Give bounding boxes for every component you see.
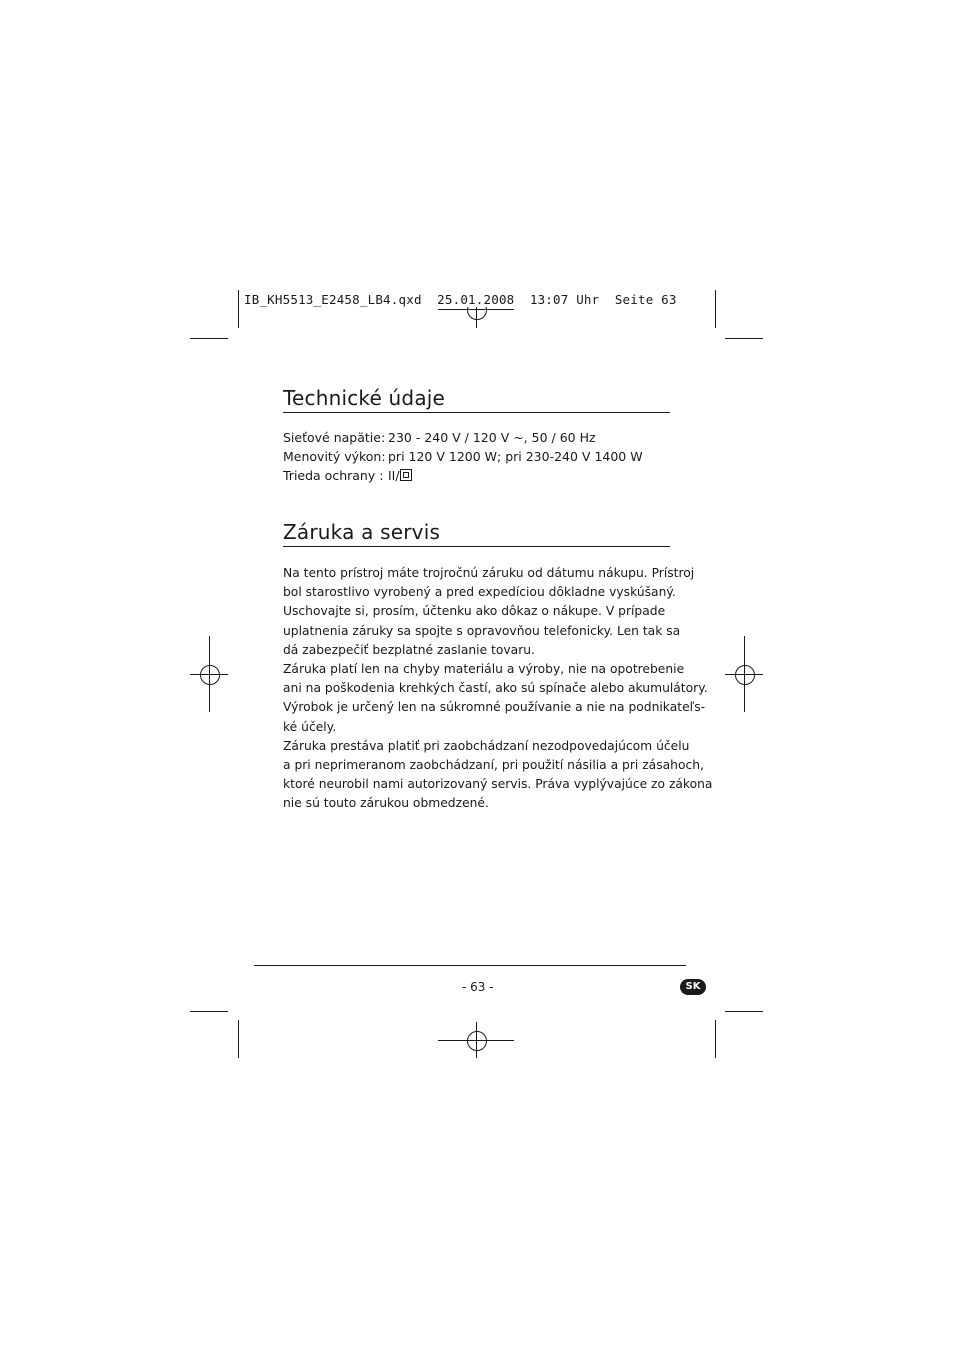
slug-line: IB_KH5513_E2458_LB4.qxd 25.01.2008 13:07 Uhr Seite 63 (244, 292, 677, 307)
spec-value: II/ (388, 468, 400, 483)
text-line: ani na poškodenia krehkých častí, ako sú spínače alebo akumulátory. (283, 681, 708, 696)
text-line: Na tento prístroj máte trojročnú záruku od dátumu nákupu. Prístroj (283, 566, 695, 580)
crop-mark (238, 1020, 239, 1058)
text-line: ktoré neurobil nami autorizovaný servis. Práva vyplývajúce zo zákona (283, 777, 713, 792)
text-line: nie sú touto zárukou obmedzené. (283, 796, 489, 811)
crop-mark (715, 1020, 716, 1058)
spec-label: Trieda ochrany : (283, 468, 384, 483)
warranty-text (283, 564, 713, 813)
footer-rule (254, 965, 686, 966)
registration-mark-circle (200, 665, 220, 685)
text-line: uplatnenia záruky sa spojte s opravovňou telefonicky. Len tak sa (283, 623, 681, 638)
page-number: - 63 - (462, 980, 494, 994)
spec-row-voltage (283, 430, 596, 445)
text-line: Výrobok je určený len na súkromné používanie a nie na podnikateľs- (283, 700, 706, 715)
registration-mark-circle (467, 1031, 487, 1051)
crop-mark (238, 290, 239, 328)
section-rule (283, 546, 670, 547)
text-line: a pri neprimeranom zaobchádzaní, pri použití násilia a pri zásahoch, (283, 757, 704, 772)
text-line: dá zabezpečiť bezplatné zaslanie tovaru. (283, 642, 535, 657)
crop-mark (190, 338, 228, 339)
section-title-technical-data: Technické údaje (283, 386, 446, 410)
language-badge: SK (680, 979, 706, 995)
crop-mark (190, 1011, 228, 1012)
spec-row-protection (283, 468, 412, 483)
spec-value: pri 120 V 1200 W; pri 230-240 V 1400 W (388, 449, 643, 464)
registration-mark-circle (735, 665, 755, 685)
spec-label: Sieťové napätie: (283, 430, 386, 445)
double-insulation-icon (400, 469, 412, 481)
text-line: Záruka prestáva platiť pri zaobchádzaní nezodpovedajúcom účelu (283, 738, 690, 753)
text-line: Uschovajte si, prosím, účtenku ako dôkaz o nákupe. V prípade (283, 604, 666, 619)
text-line: ké účely. (283, 719, 337, 734)
crop-mark (715, 290, 716, 328)
text-line: bol starostlivo vyrobený a pred expedíciou dôkladne vyskúšaný. (283, 585, 676, 600)
spec-row-power (283, 449, 643, 464)
crop-mark (725, 1011, 763, 1012)
text-line: Záruka platí len na chyby materiálu a výroby, nie na opotrebenie (283, 661, 685, 676)
section-rule (283, 412, 670, 413)
section-title-warranty: Záruka a servis (283, 520, 441, 544)
crop-mark (725, 338, 763, 339)
spec-label: Menovitý výkon: (283, 449, 386, 464)
spec-value: 230 - 240 V / 120 V ~, 50 / 60 Hz (388, 430, 596, 445)
